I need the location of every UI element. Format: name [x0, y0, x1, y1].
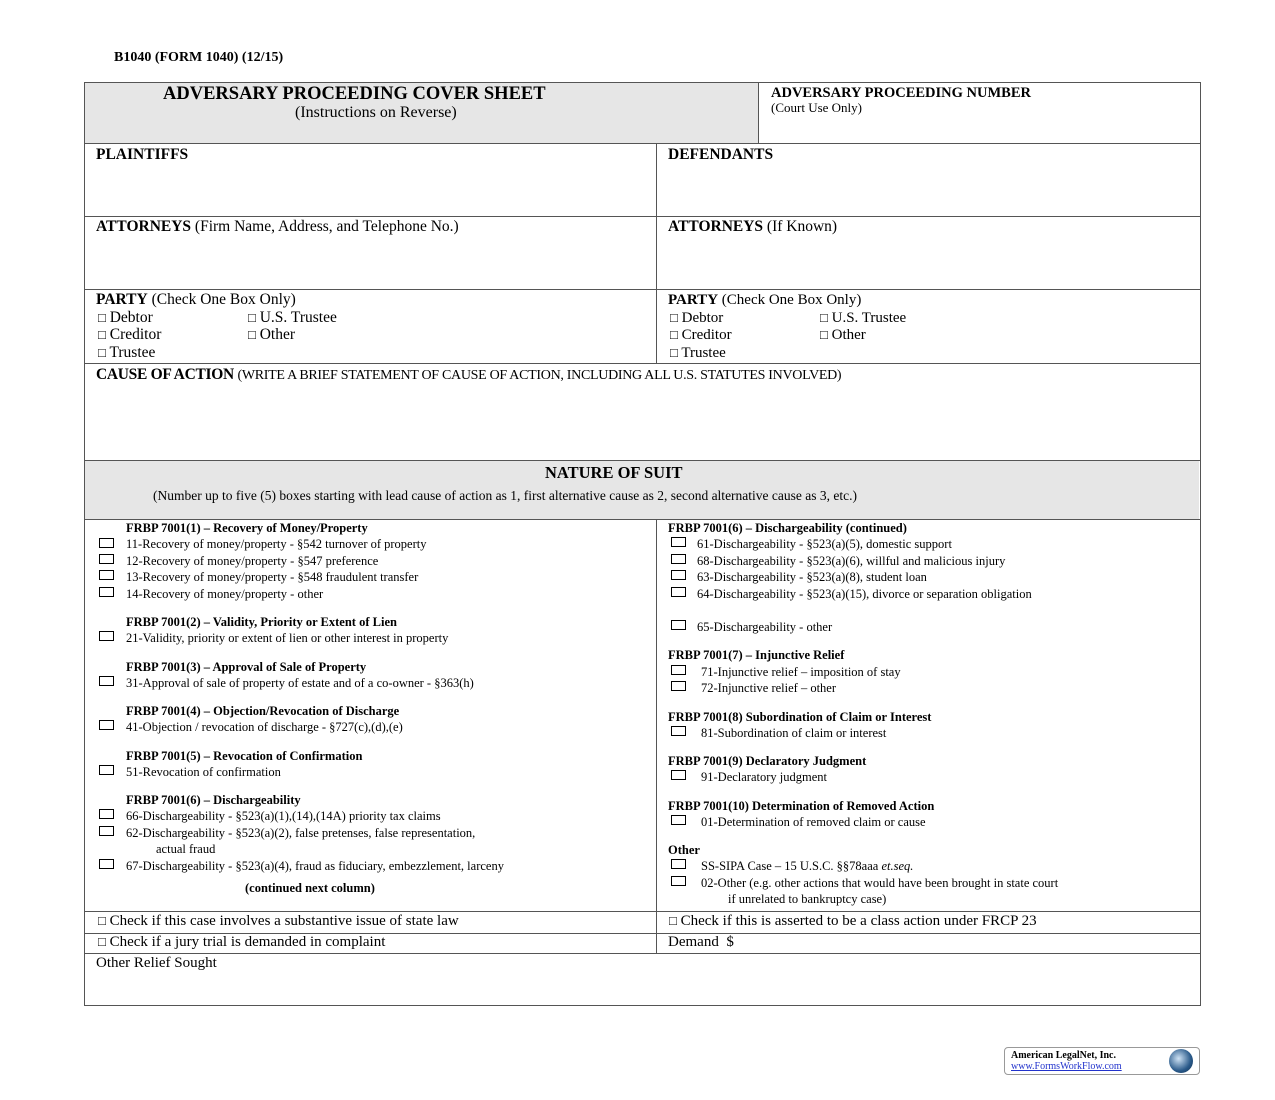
other-relief-field[interactable] [96, 974, 1191, 1002]
checkbox-11[interactable] [99, 538, 114, 548]
cause-label: CAUSE OF ACTION [96, 366, 234, 383]
plaintiff-debtor-checkbox[interactable]: □ Debtor [98, 309, 153, 326]
nature-note: (Number up to five (5) boxes starting with lead cause of action as 1, first alternative cause as 2, second alternative cause as 3, etc.) [153, 488, 857, 503]
defendant-trustee-checkbox[interactable]: □ Trustee [670, 345, 726, 361]
item-label: if unrelated to bankruptcy case) [728, 892, 887, 906]
footer-company: American LegalNet, Inc. [1011, 1050, 1116, 1061]
item-label: 66-Dischargeability - §523(a)(1),(14),(14A) priority tax claims [126, 809, 441, 823]
checkbox-14[interactable] [99, 587, 114, 597]
checkbox-01[interactable] [671, 815, 686, 825]
item-label: 14-Recovery of money/property - other [126, 587, 324, 601]
item-label: 65-Dischargeability - other [697, 620, 833, 634]
item-label: 61-Dischargeability - §523(a)(5), domestic support [697, 537, 952, 551]
checkbox-91[interactable] [671, 770, 686, 780]
item-label: 41-Objection / revocation of discharge - §727(c),(d),(e) [126, 720, 403, 734]
plaintiff-ustrustee-checkbox[interactable]: □ U.S. Trustee [248, 309, 337, 326]
item-label: 02-Other (e.g. other actions that would have been brought in state court [701, 876, 1059, 890]
item-label: 31-Approval of sale of property of estate and of a co-owner - §363(h) [126, 676, 474, 690]
item-label: 67-Dischargeability - §523(a)(4), fraud as fiduciary, embezzlement, larceny [126, 859, 504, 873]
item-label: 64-Dischargeability - §523(a)(15), divorce or separation obligation [697, 587, 1032, 601]
defendants-label: DEFENDANTS [668, 146, 774, 163]
section-heading: FRBP 7001(3) – Approval of Sale of Property [126, 660, 367, 674]
checkbox-68[interactable] [671, 554, 686, 564]
footer-logo [1004, 1047, 1200, 1075]
party-defendant-label: PARTY [668, 292, 719, 308]
section-heading: FRBP 7001(4) – Objection/Revocation of Discharge [126, 704, 400, 718]
proceeding-number-label: ADVERSARY PROCEEDING NUMBER [771, 85, 1031, 101]
section-heading: FRBP 7001(8) Subordination of Claim or Interest [668, 710, 932, 724]
plaintiff-creditor-checkbox[interactable]: □ Creditor [98, 326, 162, 343]
nature-title: NATURE OF SUIT [545, 463, 683, 482]
checkbox-62[interactable] [99, 826, 114, 836]
defendant-other-checkbox[interactable]: □ Other [820, 327, 866, 343]
checkbox-63[interactable] [671, 570, 686, 580]
item-label: 81-Subordination of claim or interest [701, 726, 887, 740]
section-heading: FRBP 7001(9) Declaratory Judgment [668, 754, 867, 768]
item-label: SS-SIPA Case – 15 U.S.C. §§78aaa et.seq. [701, 859, 914, 873]
defendant-creditor-checkbox[interactable]: □ Creditor [670, 327, 732, 343]
form-subtitle: (Instructions on Reverse) [295, 104, 457, 121]
checkbox-12[interactable] [99, 554, 114, 564]
continued-note: (continued next column) [245, 881, 375, 895]
attorneys-plaintiff-note: (Firm Name, Address, and Telephone No.) [194, 218, 459, 235]
footer-url[interactable]: www.FormsWorkFlow.com [1011, 1061, 1122, 1072]
checkbox-64[interactable] [671, 587, 686, 597]
checkbox-66[interactable] [99, 809, 114, 819]
section-heading: Other [668, 843, 700, 857]
attorneys-defendant-note: (If Known) [766, 218, 838, 235]
defendant-ustrustee-checkbox[interactable]: □ U.S. Trustee [820, 310, 907, 326]
plaintiffs-field[interactable] [96, 162, 651, 212]
plaintiffs-label: PLAINTIFFS [96, 146, 189, 163]
section-heading: FRBP 7001(10) Determination of Removed Action [668, 799, 935, 813]
checkbox-67[interactable] [99, 859, 114, 869]
checkbox-81[interactable] [671, 726, 686, 736]
checkbox-31[interactable] [99, 676, 114, 686]
section-heading: FRBP 7001(7) – Injunctive Relief [668, 648, 845, 662]
cause-field[interactable] [96, 388, 1191, 454]
item-label: 63-Dischargeability - §523(a)(8), student loan [697, 570, 927, 584]
plaintiff-trustee-checkbox[interactable]: □ Trustee [98, 344, 156, 361]
checkbox-13[interactable] [99, 570, 114, 580]
checkbox-51[interactable] [99, 765, 114, 775]
section-heading: FRBP 7001(6) – Dischargeability [126, 793, 301, 807]
item-label: 72-Injunctive relief – other [701, 681, 837, 695]
item-label: 21-Validity, priority or extent of lien or other interest in property [126, 631, 449, 645]
checkbox-ss[interactable] [671, 859, 686, 869]
form-title: ADVERSARY PROCEEDING COVER SHEET [163, 84, 546, 104]
plaintiff-other-checkbox[interactable]: □ Other [248, 326, 296, 343]
form-id: B1040 (FORM 1040) (12/15) [114, 50, 284, 65]
item-label: 01-Determination of removed claim or cause [701, 815, 926, 829]
item-label: actual fraud [156, 842, 216, 856]
demand-field[interactable]: Demand $ [668, 934, 734, 950]
item-label: 51-Revocation of confirmation [126, 765, 281, 779]
checkbox-02[interactable] [671, 876, 686, 886]
court-use-note: (Court Use Only) [771, 100, 862, 115]
section-heading: FRBP 7001(6) – Dischargeability (continued) [668, 521, 907, 535]
item-label: 91-Declaratory judgment [701, 770, 827, 784]
class-action-checkbox[interactable]: □ Check if this is asserted to be a class action under FRCP 23 [669, 913, 1037, 929]
party-note: (Check One Box Only) [151, 291, 296, 308]
checkbox-61[interactable] [671, 537, 686, 547]
cause-note: (WRITE A BRIEF STATEMENT OF CAUSE OF ACTION, INCLUDING ALL U.S. STATUTES INVOLVED) [237, 368, 842, 383]
section-heading: FRBP 7001(5) – Revocation of Confirmation [126, 749, 363, 763]
globe-icon [1169, 1049, 1193, 1073]
defendant-debtor-checkbox[interactable]: □ Debtor [670, 310, 724, 326]
section-heading: FRBP 7001(1) – Recovery of Money/Property [126, 521, 368, 535]
item-label: 62-Dischargeability - §523(a)(2), false pretenses, false representation, [126, 826, 476, 840]
item-label: 13-Recovery of money/property - §548 fraudulent transfer [126, 570, 419, 584]
item-label: 11-Recovery of money/property - §542 turnover of property [126, 537, 427, 551]
attorneys-defendant-label: ATTORNEYS [668, 218, 764, 235]
party-note: (Check One Box Only) [721, 292, 862, 308]
checkbox-71[interactable] [671, 665, 686, 675]
section-heading: FRBP 7001(2) – Validity, Priority or Extent of Lien [126, 615, 397, 629]
jury-trial-checkbox[interactable]: □ Check if a jury trial is demanded in complaint [98, 934, 386, 950]
checkbox-41[interactable] [99, 720, 114, 730]
checkbox-21[interactable] [99, 631, 114, 641]
defendants-field[interactable] [668, 162, 1193, 212]
item-label: 12-Recovery of money/property - §547 preference [126, 554, 379, 568]
item-label: 68-Dischargeability - §523(a)(6), willful and malicious injury [697, 554, 1006, 568]
state-law-checkbox[interactable]: □ Check if this case involves a substantive issue of state law [98, 913, 459, 929]
checkbox-65[interactable] [671, 620, 686, 630]
attorneys-plaintiff-label: ATTORNEYS [96, 218, 192, 235]
item-label: 71-Injunctive relief – imposition of stay [701, 665, 901, 679]
checkbox-72[interactable] [671, 681, 686, 691]
party-plaintiff-label: PARTY [96, 291, 148, 308]
other-relief-label: Other Relief Sought [96, 955, 217, 971]
